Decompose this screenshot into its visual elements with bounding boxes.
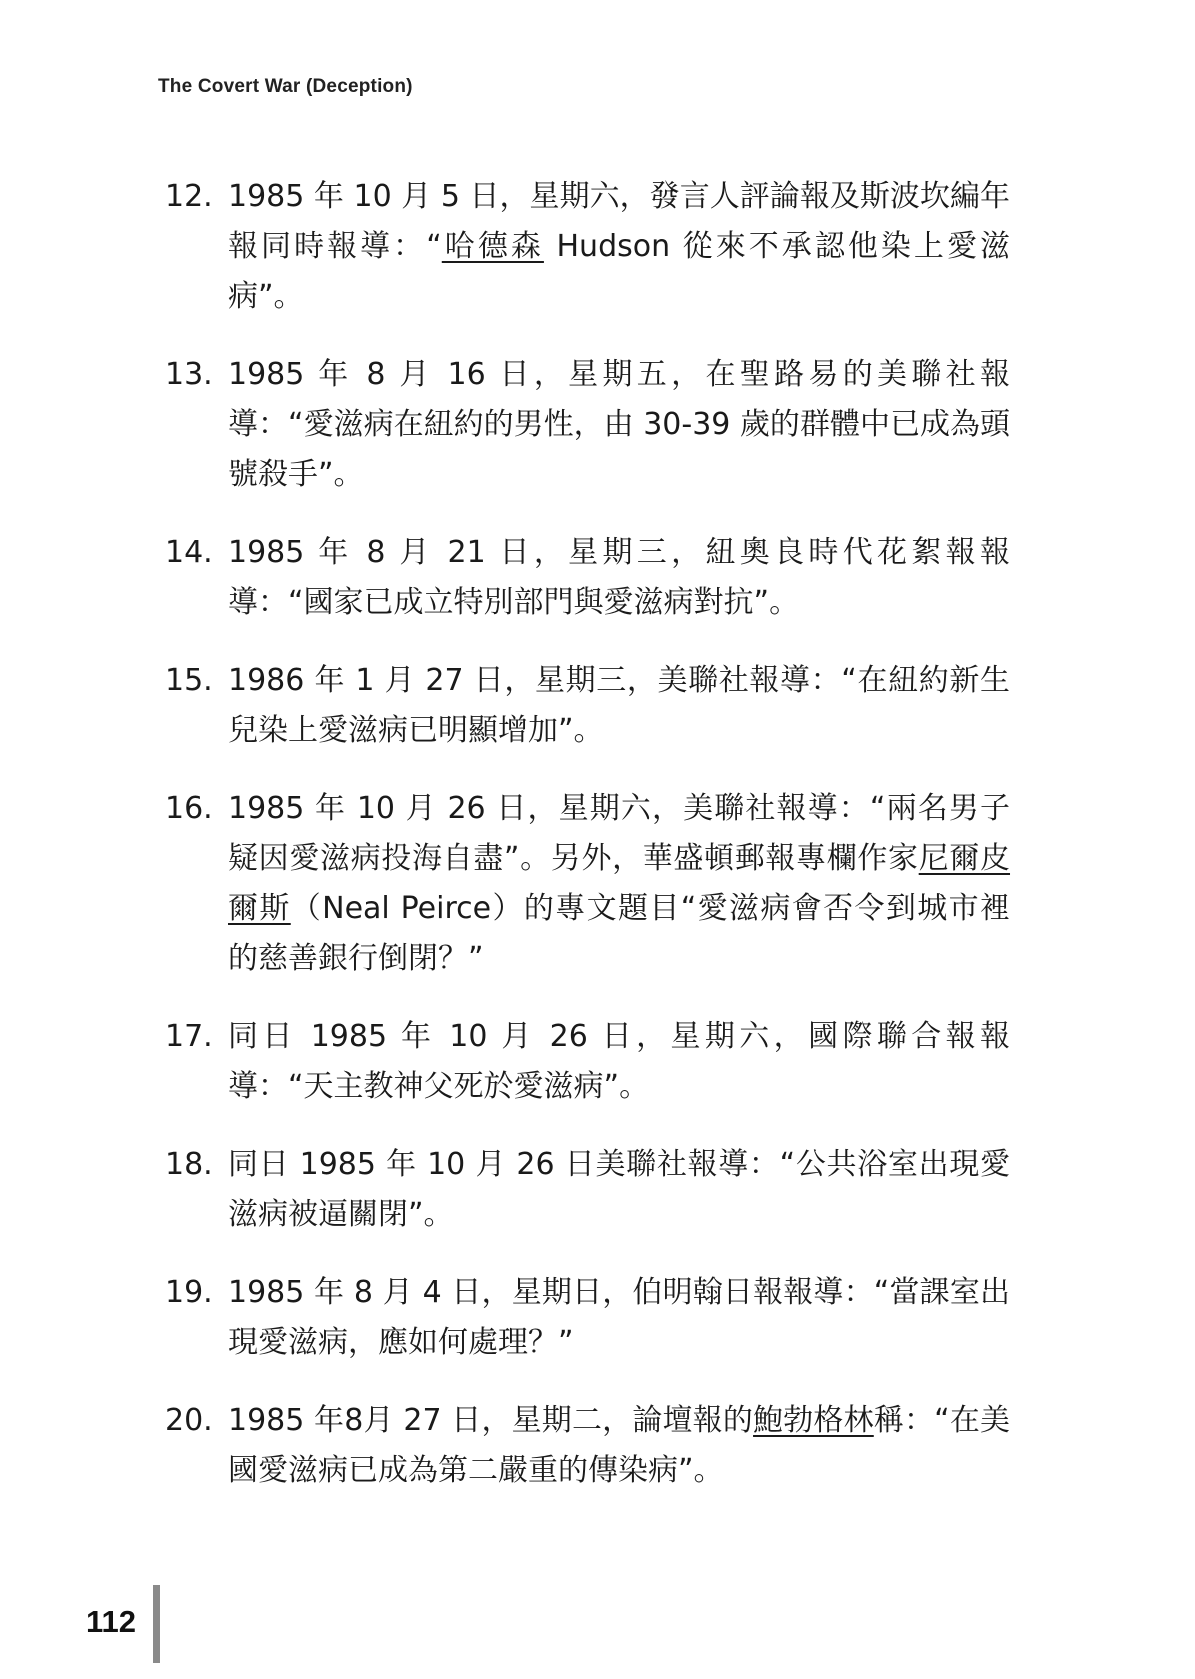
underlined-name: 哈德森 (441, 229, 544, 264)
item-text: 1985 年 8 月 4 日，星期日，伯明翰日報報導：“當課室出現愛滋病，應如何處理？” (228, 1275, 1010, 1360)
item-number: 18. (165, 1147, 213, 1182)
list-item-13 (165, 350, 1010, 500)
running-header: The Covert War (Deception) (158, 76, 413, 97)
list-item-19 (165, 1268, 1010, 1368)
item-text: 同日 1985 年 10 月 26 日美聯社報導：“公共浴室出現愛滋病被逼關閉”。 (228, 1147, 1010, 1232)
item-number: 15. (165, 663, 213, 698)
article-list (165, 172, 1010, 1524)
page-number: 112 (86, 1604, 137, 1639)
list-item-17 (165, 1012, 1010, 1112)
item-number: 16. (165, 791, 213, 826)
item-text: 1985 年 10 月 5 日，星期六，發言人評論報及斯波坎編年報同時報導：“哈德森 Hudson 從來不承認他染上愛滋病”。 (228, 179, 1011, 314)
item-number: 13. (165, 357, 213, 392)
list-item-15 (165, 656, 1010, 756)
item-text: 1985 年 10 月 26 日，星期六，美聯社報導：“兩名男子疑因愛滋病投海自盡”。另外，華盛頓郵報專欄作家尼爾皮爾斯（Neal Peirce）的專文題目“愛滋病會否令到城市裡的慈善銀行倒閉？” (228, 791, 1011, 976)
list-item-20 (165, 1396, 1010, 1496)
item-number: 17. (165, 1019, 213, 1054)
item-number: 14. (165, 535, 213, 570)
item-text: 1985 年 8 月 16 日，星期五，在聖路易的美聯社報導：“愛滋病在紐約的男性，由 30-39 歲的群體中已成為頭號殺手”。 (228, 357, 1010, 492)
underlined-name: 尼爾皮爾斯 (228, 841, 1011, 926)
page-number-divider (153, 1585, 160, 1663)
item-number: 20. (165, 1403, 213, 1438)
item-text: 同日 1985 年 10 月 26 日，星期六，國際聯合報報導：“天主教神父死於愛滋病”。 (228, 1019, 1010, 1104)
item-number: 19. (165, 1275, 213, 1310)
list-item-16 (165, 784, 1010, 984)
list-item-18 (165, 1140, 1010, 1240)
list-item-14 (165, 528, 1010, 628)
item-number: 12. (165, 179, 213, 214)
item-text: 1985 年8月 27 日，星期二，論壇報的鮑勃格林稱：“在美國愛滋病已成為第二嚴重的傳染病”。 (228, 1403, 1011, 1488)
underlined-name: 鮑勃格林 (753, 1403, 874, 1438)
item-text: 1985 年 8 月 21 日，星期三，紐奧良時代花絮報報導：“國家已成立特別部門與愛滋病對抗”。 (228, 535, 1010, 620)
list-item-12 (165, 172, 1010, 322)
item-text: 1986 年 1 月 27 日，星期三，美聯社報導：“在紐約新生兒染上愛滋病已明顯增加”。 (228, 663, 1010, 748)
